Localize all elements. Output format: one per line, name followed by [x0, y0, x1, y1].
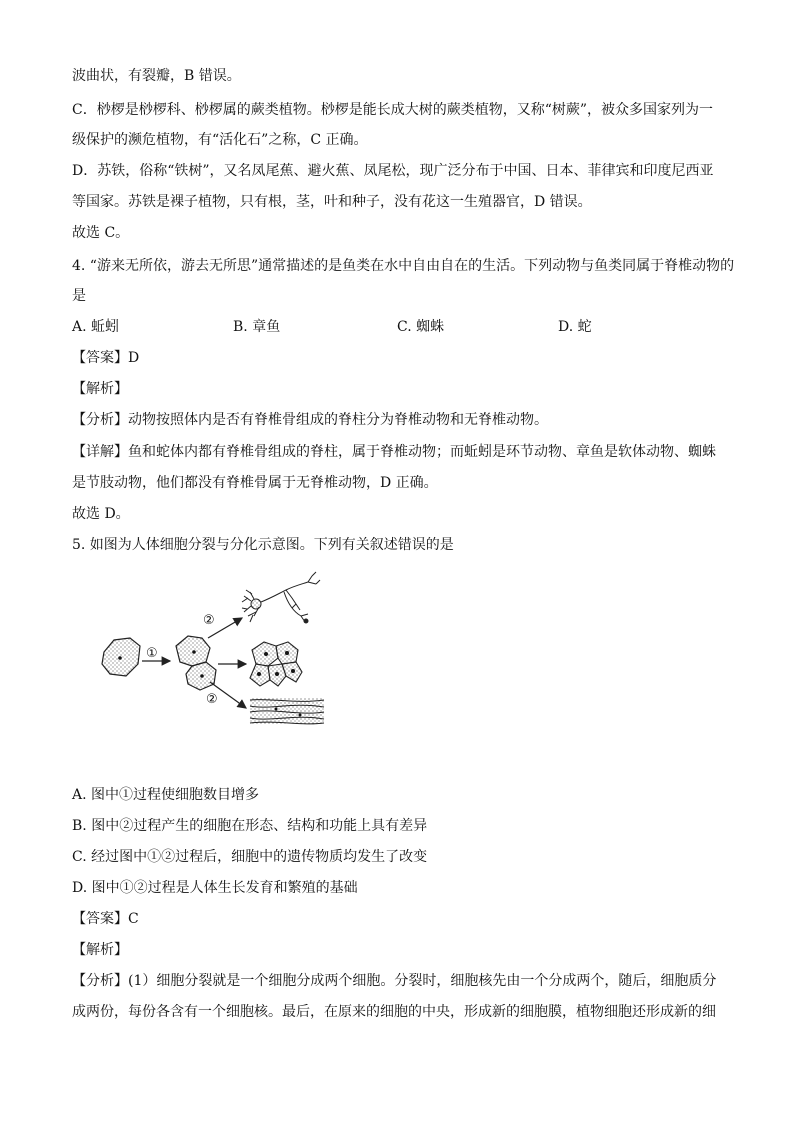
answer-label: 【答案】C: [72, 911, 139, 927]
label-2-marker-bottom: [206, 692, 218, 707]
analysis-text-cont: 成两份，每份各含有一个细胞核。最后，在原来的细胞的中央，形成新的细胞膜，植物细胞还形成新的细: [72, 1004, 716, 1020]
epithelial-cells: [250, 642, 302, 686]
label-1-marker: [146, 646, 158, 661]
label-2-top: ②: [203, 613, 215, 628]
detail-text-cont: 是节肢动物，他们都没有脊椎骨属于无脊椎动物，D 正确。: [72, 475, 438, 491]
text-line: C．桫椤是桫椤科、桫椤属的蕨类植物。桫椤是能长成大树的蕨类植物，又称“树蕨”，被众多国家列为一: [72, 102, 714, 118]
nerve-cell: [242, 572, 320, 623]
option-a: A. 蚯蚓: [72, 319, 120, 335]
label-2-marker-top: [203, 613, 215, 628]
text-line: 级保护的濒危植物，有“活化石”之称，C 正确。: [72, 132, 368, 148]
question-5-stem: 5. 如图为人体细胞分裂与分化示意图。下列有关叙述错误的是: [72, 537, 454, 553]
option-d: D. 图中①②过程是人体生长发育和繁殖的基础: [72, 880, 358, 896]
cell-division-diagram: [96, 570, 336, 740]
divided-cells: [176, 636, 216, 690]
original-cell: [102, 638, 140, 676]
label-1: ①: [146, 646, 158, 661]
text-line: 故选 C。: [72, 225, 130, 241]
option-b: B. 章鱼: [233, 319, 281, 335]
question-4-stem: 4. “游来无所依，游去无所思”通常描述的是鱼类在水中自由自在的生活。下列动物与鱼类同属于脊椎动物的: [72, 258, 735, 274]
analysis-text: 【分析】(1）细胞分裂就是一个细胞分成两个细胞。分裂时，细胞核先由一个分成两个，随后，细胞质分: [72, 973, 717, 989]
text-line: 波曲状，有裂瓣，B 错误。: [72, 68, 241, 84]
analysis-text: 【分析】动物按照体内是否有脊椎骨组成的脊柱分为脊椎动物和无脊椎动物。: [72, 412, 548, 428]
text-line: 等国家。苏铁是裸子植物，只有根，茎，叶和种子，没有花这一生殖器官，D 错误。: [72, 194, 592, 210]
option-b: B. 图中②过程产生的细胞在形态、结构和功能上具有差异: [72, 818, 428, 834]
answer-label: 【答案】D: [72, 350, 140, 366]
question-4-stem-cont: 是: [72, 288, 86, 304]
detail-text: 【详解】鱼和蛇体内都有脊椎骨组成的脊柱，属于脊椎动物；而蚯蚓是环节动物、章鱼是软体动物、蜘蛛: [72, 444, 716, 460]
option-c: C. 经过图中①②过程后，细胞中的遗传物质均发生了改变: [72, 849, 428, 865]
muscle-fibers: [250, 698, 324, 724]
text-line: D．苏铁，俗称“铁树”，又名凤尾蕉、避火蕉、凤尾松，现广泛分布于中国、日本、菲律宾和印度尼西亚: [72, 163, 714, 179]
analysis-label: 【解析】: [72, 942, 128, 958]
option-a: A. 图中①过程使细胞数目增多: [72, 787, 260, 803]
option-c: C. 蜘蛛: [397, 319, 445, 335]
analysis-label: 【解析】: [72, 381, 128, 397]
option-d: D. 蛇: [558, 319, 592, 335]
label-2-bottom: ②: [206, 692, 218, 707]
conclusion-text: 故选 D。: [72, 506, 130, 522]
